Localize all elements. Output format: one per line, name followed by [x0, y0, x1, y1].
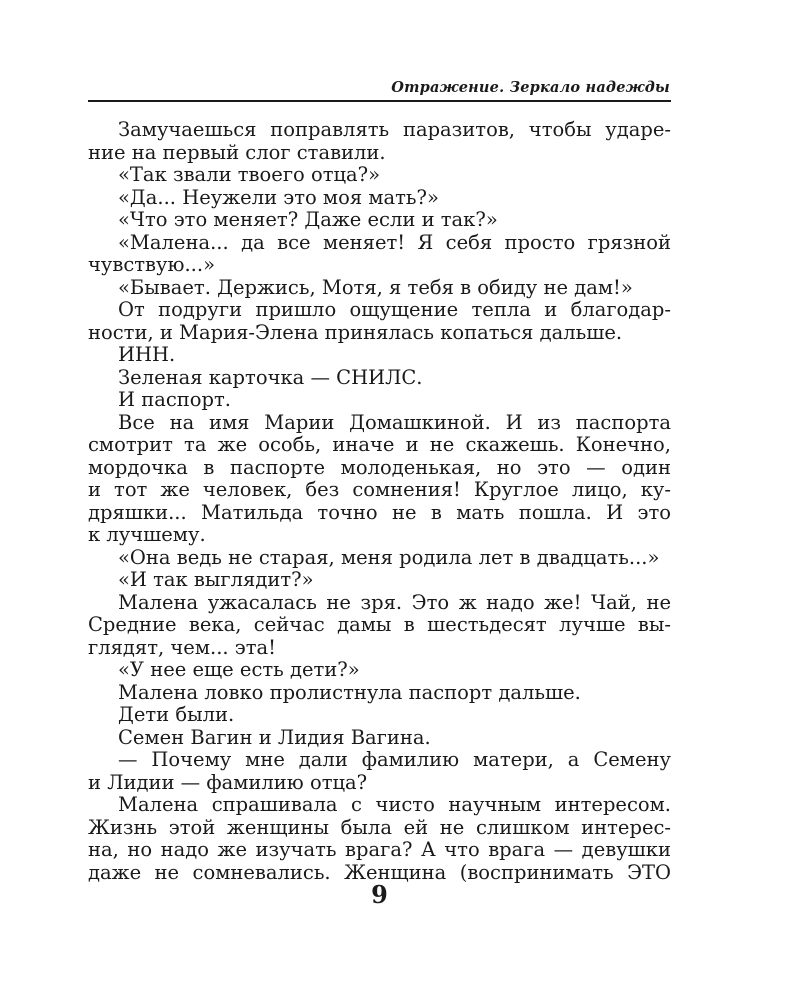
text-line: Малена спрашивала с чисто научным интересом.	[118, 794, 671, 816]
text-line: От подруги пришло ощущение тепла и благодар-	[118, 299, 671, 321]
text-line: «Так звали твоего отца?»	[118, 164, 381, 186]
text-line: на, но надо же изучать врага? А что врага — девушки	[88, 839, 671, 861]
text-line: глядят, чем... эта!	[88, 636, 276, 659]
text-line: «У нее еще есть дети?»	[118, 659, 360, 681]
running-head: Отражение. Зеркало надежды	[391, 79, 670, 96]
text-line: «Да... Неужели это моя мать?»	[118, 186, 439, 209]
text-line: ние на первый слог ставили.	[88, 141, 386, 164]
text-line: «Что это меняет? Даже если и так?»	[118, 209, 498, 231]
text-line: даже не сомневались. Женщина (воспринимать ЭТО	[88, 861, 671, 884]
text-line: «Малена... да все меняет! Я себя просто грязной	[118, 231, 671, 254]
text-line: ИНН.	[118, 344, 176, 366]
page-number: 9	[371, 880, 388, 909]
text-line: Жизнь этой женщины была ей не слишком интерес-	[88, 816, 671, 839]
text-line: и Лидии — фамилию отца?	[88, 771, 368, 794]
text-line: чувствую...»	[88, 254, 216, 276]
text-line: Средние века, сейчас дамы в шестьдесят лучше вы-	[88, 614, 671, 636]
text-line: дряшки... Матильда точно не в мать пошла. И это	[88, 501, 671, 524]
text-line: ности, и Мария-Элена принялась копаться дальше.	[88, 321, 623, 344]
text-line: «И так выглядит?»	[118, 569, 314, 591]
text-line: мордочка в паспорте молоденькая, но это — один	[88, 456, 671, 479]
page-body	[88, 119, 671, 884]
text-line: Зеленая карточка — СНИЛС.	[118, 366, 423, 389]
text-line: «Она ведь не старая, меня родила лет в двадцать...»	[118, 546, 660, 569]
text-line: Малена ловко пролистнула паспорт дальше.	[118, 681, 581, 704]
text-line: Замучаешься поправлять паразитов, чтобы ударе-	[118, 119, 671, 141]
text-line: Семен Вагин и Лидия Вагина.	[118, 726, 431, 749]
text-line: Малена ужасалась не зря. Это ж надо же! Чай, не	[118, 591, 671, 614]
text-line: — Почему мне дали фамилию матери, а Семену	[118, 749, 671, 771]
text-line: Дети были.	[118, 704, 235, 726]
text-line: «Бывает. Держись, Мотя, я тебя в обиду не дам!»	[118, 276, 633, 299]
text-line: Все на имя Марии Домашкиной. И из паспорта	[118, 411, 671, 434]
text-line: И паспорт.	[118, 389, 231, 411]
text-line: к лучшему.	[88, 524, 206, 546]
text-line: смотрит та же особь, иначе и не скажешь. Конечно,	[88, 434, 671, 456]
header-rule	[88, 100, 671, 102]
text-line: и тот же человек, без сомнения! Круглое лицо, ку-	[88, 479, 671, 501]
